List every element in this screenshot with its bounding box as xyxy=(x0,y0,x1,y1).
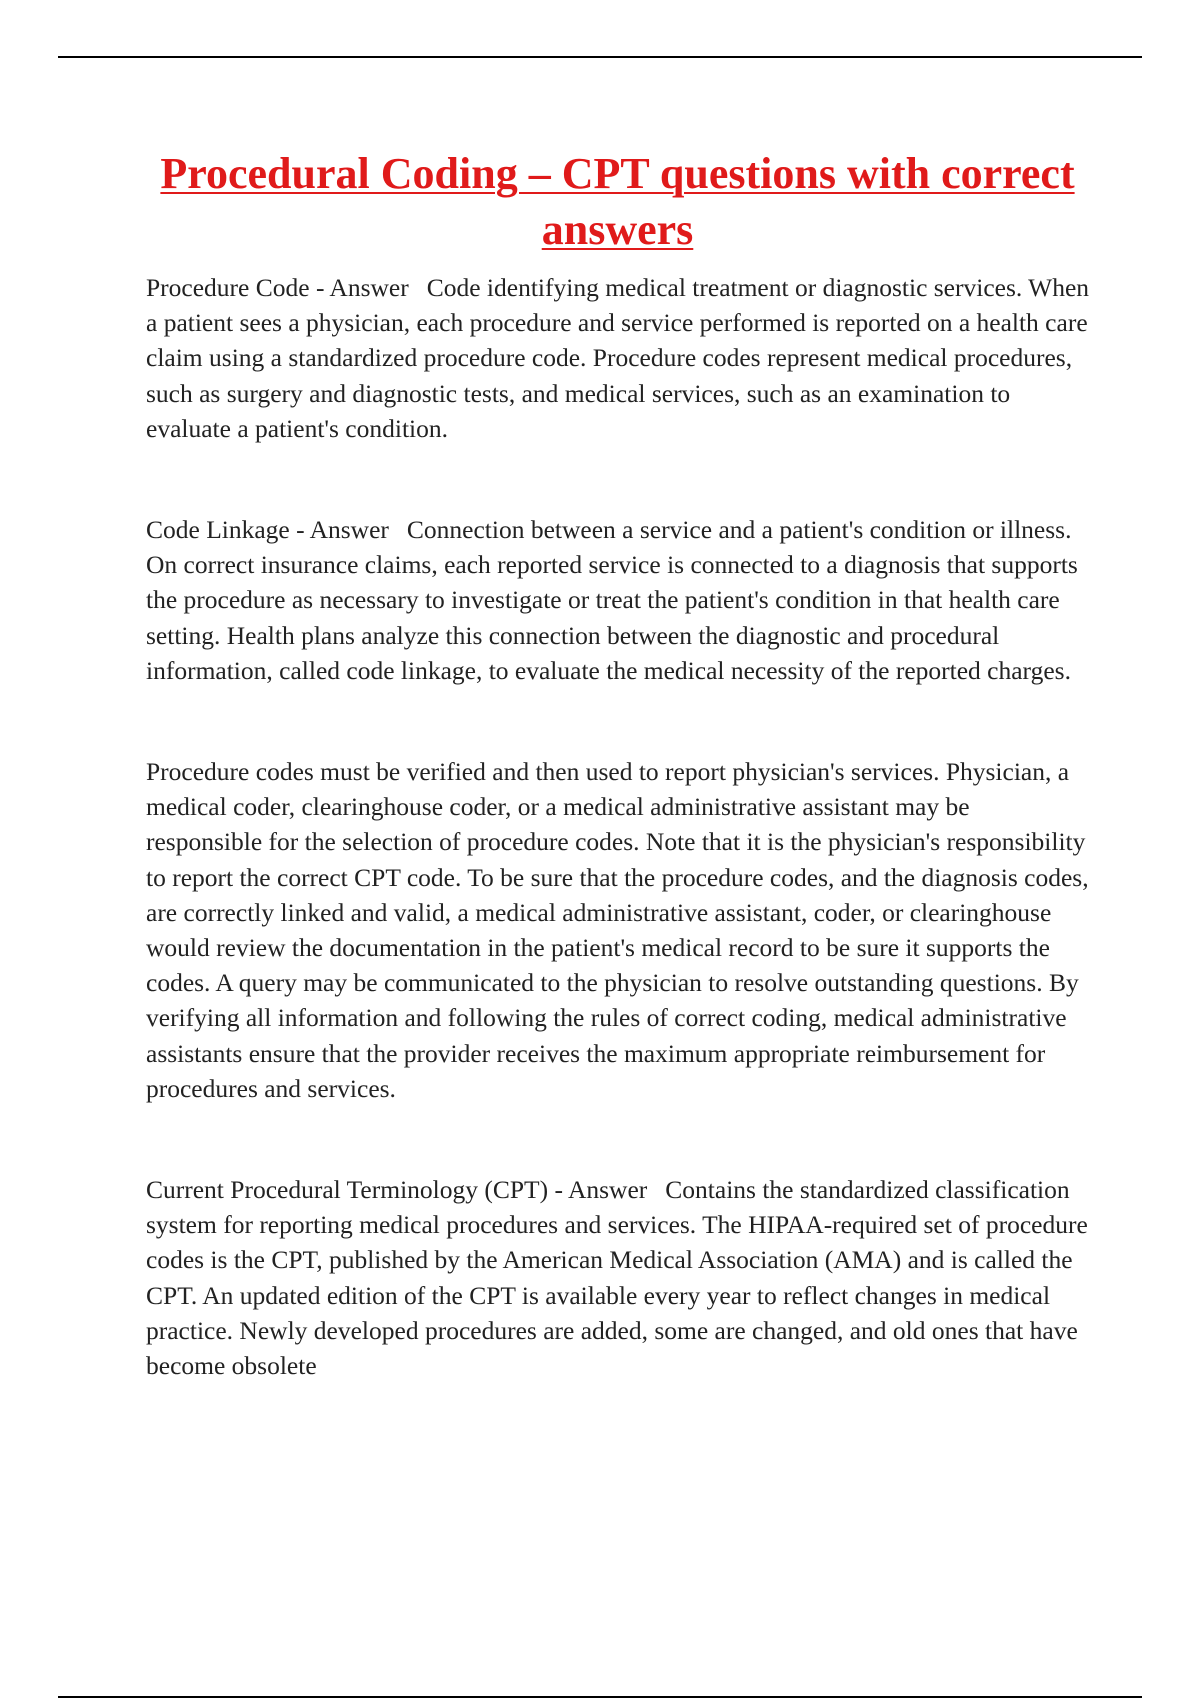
term-label: Current Procedural Terminology (CPT) - Answer xyxy=(146,1175,648,1205)
document-body xyxy=(146,270,1091,1449)
answer-text: Code identifying medical treatment or diagnostic services. When a patient sees a physician, each procedure and service performed is reported on a health care claim using a standardized procedure code. Procedure codes represent medical procedures, such as surgery and diagnostic tests, and medical services, such as an examination to evaluate a patient's condition. xyxy=(146,273,1090,443)
document-title: Procedural Coding – CPT questions with correct answers xyxy=(160,149,1075,254)
answer-text: Contains the standardized classification system for reporting medical procedures and services. The HIPAA-required set of procedure codes is the CPT, published by the American Medical Association (AMA) and is called the CPT. An updated edition of the CPT is available every year to reflect changes in medical practice. Newly developed procedures are added, some are changed, and old ones that have become obsolete xyxy=(146,1175,1088,1381)
qa-code-linkage xyxy=(146,512,1091,688)
bottom-rule xyxy=(58,1696,1142,1698)
term-label: Procedure Code - Answer xyxy=(146,273,409,302)
answer-text: Connection between a service and a patient's condition or illness. On correct insurance claims, each reported service is connected to a diagnosis that supports the procedure as necessary to investigate or treat the patient's condition in that health care setting. Health plans analyze this connection between the diagnostic and procedural information, called code linkage, to evaluate the medical necessity of the reported charges. xyxy=(146,515,1078,685)
qa-cpt xyxy=(146,1172,1091,1383)
term-label: Code Linkage - Answer xyxy=(146,515,389,545)
top-rule xyxy=(58,56,1142,58)
body-text: Procedure codes must be verified and then used to report physician's services. Physician, a medical coder, clearinghouse coder, or a medical administrative assistant may be responsible for the selection of procedure codes. Note that it is the physician's responsibility to report the correct CPT code. To be sure that the procedure codes, and the diagnosis codes, are correctly linked and valid, a medical administrative assistant, coder, or clearinghouse would review the documentation in the patient's medical record to be sure it supports the codes. A query may be communicated to the physician to resolve outstanding questions. By verifying all information and following the rules of correct coding, medical administrative assistants ensure that the provider receives the maximum appropriate reimbursement for procedures and services. xyxy=(146,757,1089,1103)
procedure-verification-paragraph xyxy=(146,754,1091,1106)
qa-procedure-code xyxy=(146,270,1091,446)
